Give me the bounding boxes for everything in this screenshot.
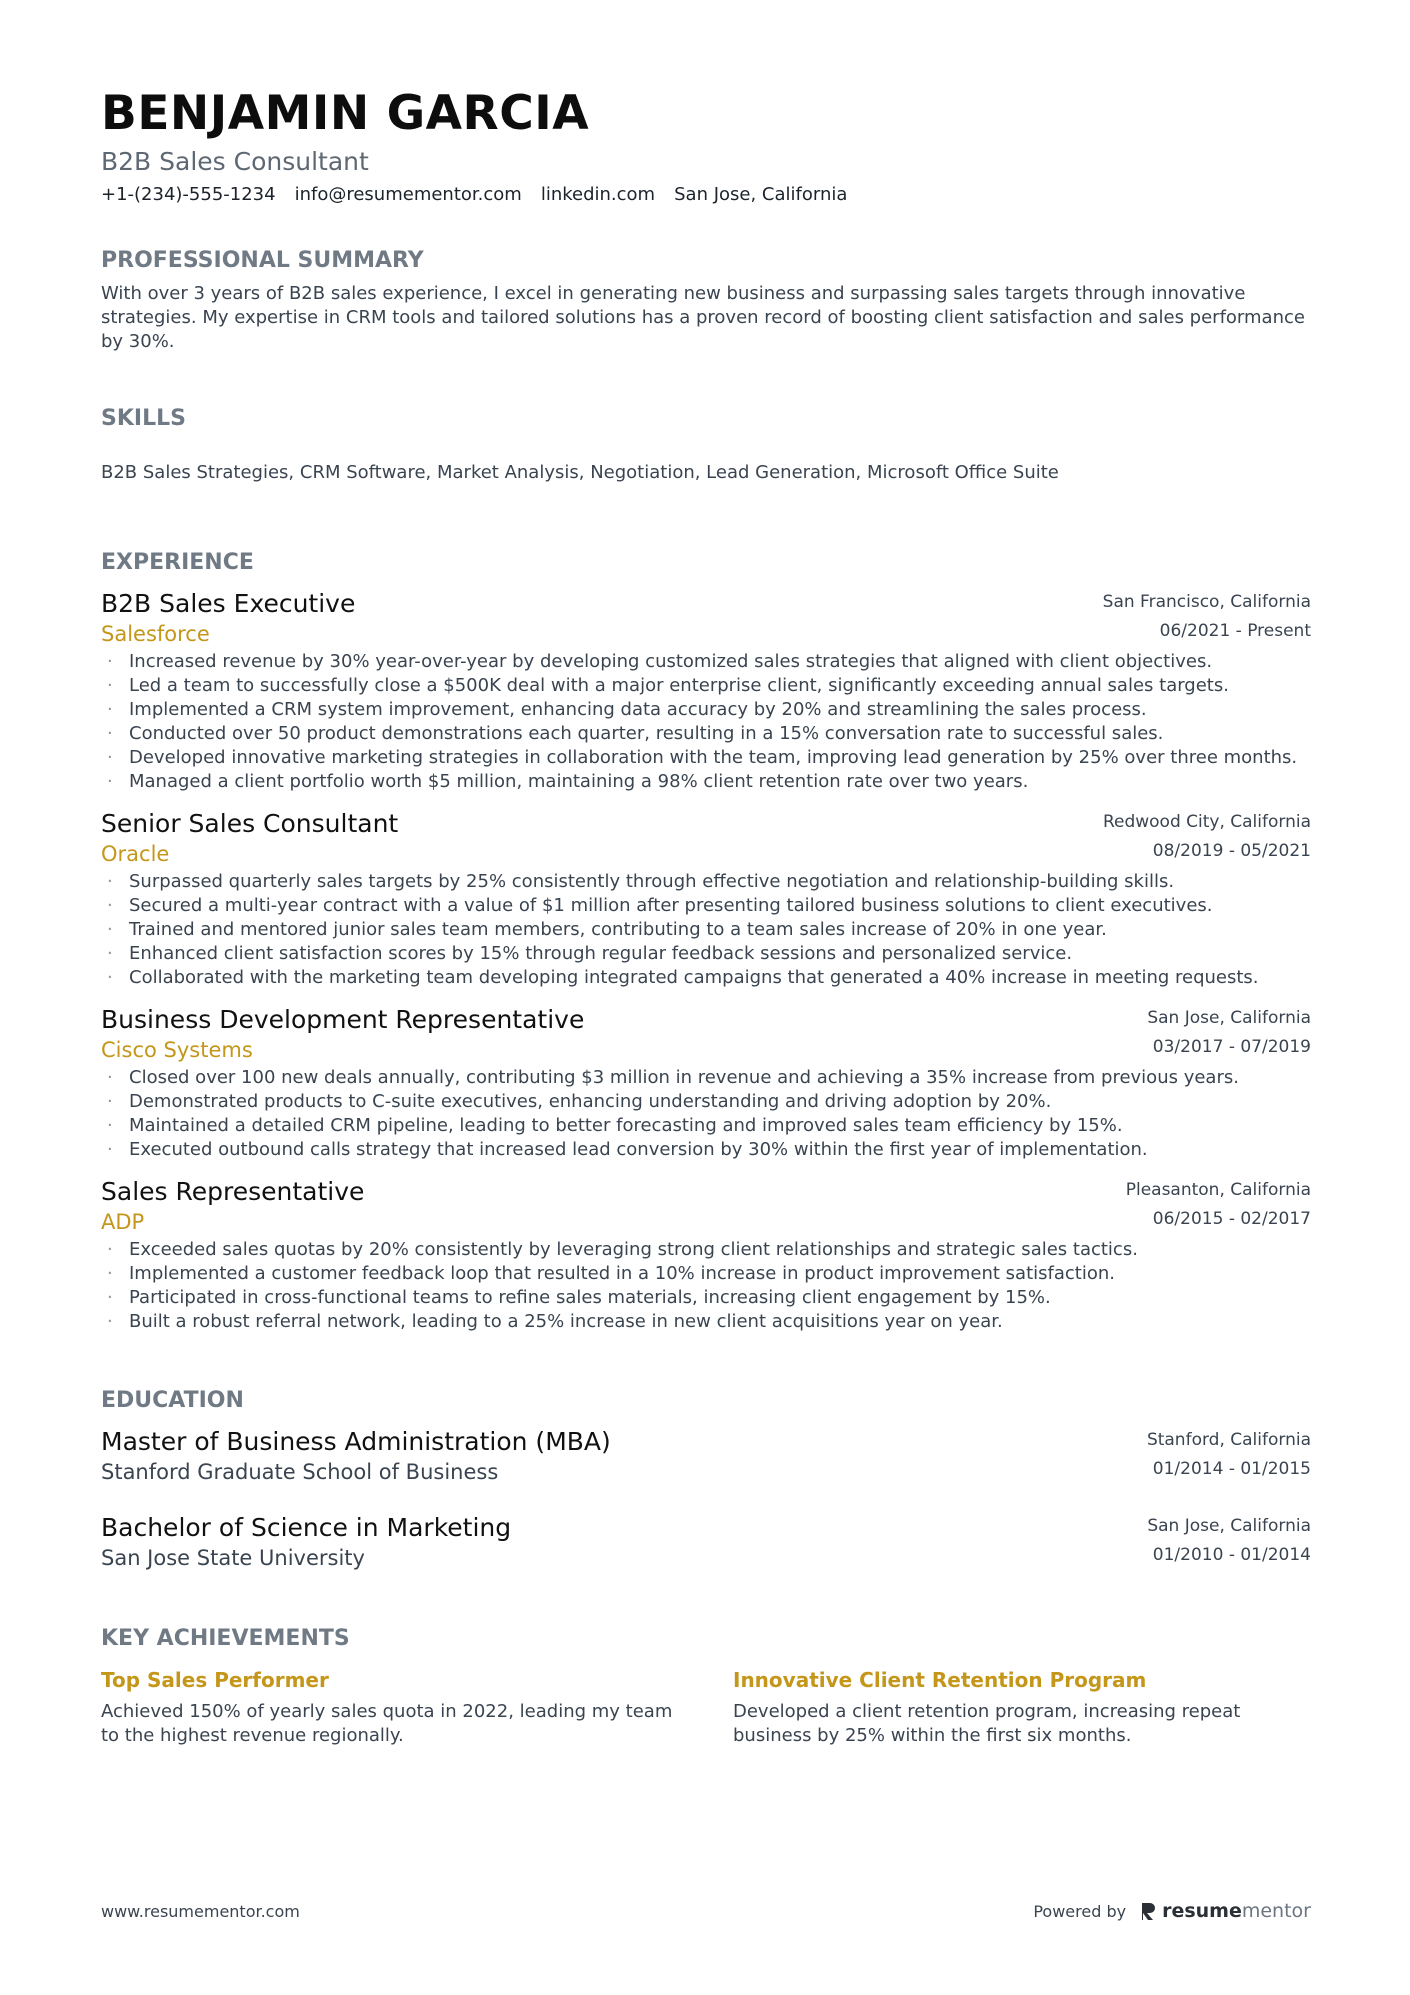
education-dates: 01/2010 - 01/2014: [1152, 1545, 1311, 1565]
bullet-item: · Executed outbound calls strategy that increased lead conversion by 30% within the first year of implementation.: [107, 1139, 1148, 1160]
contact-email: info@resumementor.com: [294, 184, 522, 205]
section-title-achievements: KEY ACHIEVEMENTS: [101, 1626, 350, 1651]
job-entry: [101, 1004, 1311, 1162]
job-title: Senior Sales Consultant: [101, 809, 399, 838]
education-section: [101, 1386, 1311, 1572]
experience-section: [101, 548, 1311, 1334]
bullet-item: · Increased revenue by 30% year-over-year by developing customized sales strategies that aligned with client objectives.: [107, 651, 1213, 672]
bullet-item: · Developed innovative marketing strategies in collaboration with the team, improving lead generation by 25% over three months.: [107, 747, 1298, 768]
bullet-item: · Led a team to successfully close a $500K deal with a major enterprise client, significantly exceeding annual sales targets.: [107, 675, 1229, 696]
bullet-item: · Implemented a CRM system improvement, enhancing data accuracy by 20% and streamlining the sales process.: [107, 699, 1147, 720]
education-entry: [101, 1512, 1311, 1572]
section-title-experience: EXPERIENCE: [101, 550, 254, 575]
achievement-title: Top Sales Performer: [101, 1668, 329, 1692]
bullet-item: · Managed a client portfolio worth $5 million, maintaining a 98% client retention rate over two years.: [107, 771, 1029, 792]
resume-content: [101, 84, 1311, 1748]
bullet-item: · Surpassed quarterly sales targets by 25% consistently through effective negotiation and relationship-building skills.: [107, 871, 1175, 892]
job-dates: 08/2019 - 05/2021: [1152, 841, 1311, 861]
achievements-section: [101, 1624, 1311, 1748]
bullet-item: · Demonstrated products to C-suite executives, enhancing understanding and driving adoption by 20%.: [107, 1091, 1052, 1112]
bullet-item: · Implemented a customer feedback loop that resulted in a 10% increase in product improvement satisfaction.: [107, 1263, 1115, 1284]
resumementor-logo-icon: [1140, 1901, 1156, 1921]
bullet-dot-icon: ·: [107, 1115, 113, 1136]
bullet-dot-icon: ·: [107, 943, 113, 964]
job-company: Oracle: [101, 842, 170, 866]
bullet-dot-icon: ·: [107, 675, 113, 696]
job-title: Sales Representative: [101, 1177, 365, 1206]
candidate-role: B2B Sales Consultant: [101, 147, 369, 176]
bullet-dot-icon: ·: [107, 1139, 113, 1160]
powered-by-label: Powered by: [1033, 1901, 1127, 1921]
contact-linkedin: linkedin.com: [540, 184, 656, 205]
bullet-dot-icon: ·: [107, 871, 113, 892]
bullet-dot-icon: ·: [107, 895, 113, 916]
bullet-dot-icon: ·: [107, 1067, 113, 1088]
candidate-name: BENJAMIN GARCIA: [101, 86, 590, 141]
bullet-dot-icon: ·: [107, 747, 113, 768]
bullet-item: · Closed over 100 new deals annually, contributing $3 million in revenue and achieving a 35% increase from previous years.: [107, 1067, 1239, 1088]
bullet-item: · Participated in cross-functional teams to refine sales materials, increasing client engagement by 15%.: [107, 1287, 1051, 1308]
education-school: San Jose State University: [101, 1546, 365, 1570]
bullet-item: · Built a robust referral network, leading to a 25% increase in new client acquisitions year on year.: [107, 1311, 1003, 1332]
footer-website-link[interactable]: www.resumementor.com: [101, 1901, 300, 1921]
achievement-item: [733, 1666, 1309, 1748]
bullet-dot-icon: ·: [107, 1091, 113, 1112]
job-dates: 06/2021 - Present: [1159, 621, 1311, 641]
education-entry: [101, 1426, 1311, 1486]
bullet-dot-icon: ·: [107, 651, 113, 672]
bullet-dot-icon: ·: [107, 919, 113, 940]
job-company: Salesforce: [101, 622, 210, 646]
job-title: Business Development Representative: [101, 1005, 585, 1034]
bullet-dot-icon: ·: [107, 723, 113, 744]
bullet-item: · Secured a multi-year contract with a value of $1 million after presenting tailored business solutions to client executives.: [107, 895, 1213, 916]
job-entry: [101, 588, 1311, 794]
contact-phone: +1-(234)-555-1234: [101, 184, 276, 205]
education-dates: 01/2014 - 01/2015: [1152, 1459, 1311, 1479]
bullet-dot-icon: ·: [107, 771, 113, 792]
job-company: ADP: [101, 1210, 145, 1234]
job-title: B2B Sales Executive: [101, 589, 356, 618]
job-bullets: [101, 870, 1311, 990]
job-entry: [101, 808, 1311, 990]
education-degree: Bachelor of Science in Marketing: [101, 1513, 512, 1542]
section-title-summary: PROFESSIONAL SUMMARY: [101, 248, 424, 273]
job-location: San Francisco, California: [1102, 592, 1311, 612]
bullet-item: · Conducted over 50 product demonstrations each quarter, resulting in a 15% conversation rate to successful sales.: [107, 723, 1164, 744]
powered-by: [1033, 1900, 1311, 1922]
education-degree: Master of Business Administration (MBA): [101, 1427, 611, 1456]
achievement-text: Achieved 150% of yearly sales quota in 2022, leading my team to the highest revenue regionally.: [101, 1701, 673, 1746]
contact-location: San Jose, California: [674, 184, 848, 205]
education-school: Stanford Graduate School of Business: [101, 1460, 499, 1484]
bullet-dot-icon: ·: [107, 1287, 113, 1308]
education-location: San Jose, California: [1147, 1516, 1311, 1536]
achievement-text: Developed a client retention program, increasing repeat business by 25% within the first six months.: [733, 1701, 1241, 1746]
job-entry: [101, 1176, 1311, 1334]
section-title-education: EDUCATION: [101, 1388, 244, 1413]
bullet-dot-icon: ·: [107, 1263, 113, 1284]
bullet-dot-icon: ·: [107, 1311, 113, 1332]
brand-name-bold: resume: [1162, 1900, 1242, 1922]
bullet-dot-icon: ·: [107, 699, 113, 720]
bullet-item: · Trained and mentored junior sales team members, contributing to a team sales increase of 20% in one year.: [107, 919, 1107, 940]
achievement-item: [101, 1666, 677, 1748]
bullet-dot-icon: ·: [107, 967, 113, 988]
contact-line: [101, 182, 1311, 208]
resume-header: [101, 84, 1311, 208]
job-company: Cisco Systems: [101, 1038, 253, 1062]
job-bullets: [101, 1066, 1311, 1162]
bullet-dot-icon: ·: [107, 1239, 113, 1260]
summary-section: [101, 246, 1311, 354]
job-bullets: [101, 1238, 1311, 1334]
page-footer: [101, 1900, 1311, 1922]
brand-logo[interactable]: [1140, 1900, 1311, 1922]
section-title-skills: SKILLS: [101, 406, 186, 431]
achievement-title: Innovative Client Retention Program: [733, 1668, 1147, 1692]
summary-text: With over 3 years of B2B sales experience, I excel in generating new business and surpassing sales targets through innovative strategies. My expertise in CRM tools and tailored solutions has a proven record of boosting client satisfaction and sales performance by 30%.: [101, 283, 1305, 352]
bullet-item: · Enhanced client satisfaction scores by 15% through regular feedback sessions and personalized service.: [107, 943, 1073, 964]
education-location: Stanford, California: [1146, 1430, 1311, 1450]
job-location: Pleasanton, California: [1125, 1180, 1311, 1200]
bullet-item: · Exceeded sales quotas by 20% consistently by leveraging strong client relationships and strategic sales tactics.: [107, 1239, 1138, 1260]
skills-text: B2B Sales Strategies, CRM Software, Market Analysis, Negotiation, Lead Generation, Microsoft Office Suite: [101, 462, 1059, 483]
brand-name-light: mentor: [1241, 1900, 1311, 1922]
skills-section: [101, 404, 1311, 485]
bullet-item: · Maintained a detailed CRM pipeline, leading to better forecasting and improved sales team efficiency by 15%.: [107, 1115, 1123, 1136]
job-location: Redwood City, California: [1102, 812, 1311, 832]
job-bullets: [101, 650, 1311, 794]
job-dates: 06/2015 - 02/2017: [1152, 1209, 1311, 1229]
job-location: San Jose, California: [1147, 1008, 1311, 1028]
bullet-item: · Collaborated with the marketing team developing integrated campaigns that generated a 40% increase in meeting requests.: [107, 967, 1259, 988]
job-dates: 03/2017 - 07/2019: [1152, 1037, 1311, 1057]
